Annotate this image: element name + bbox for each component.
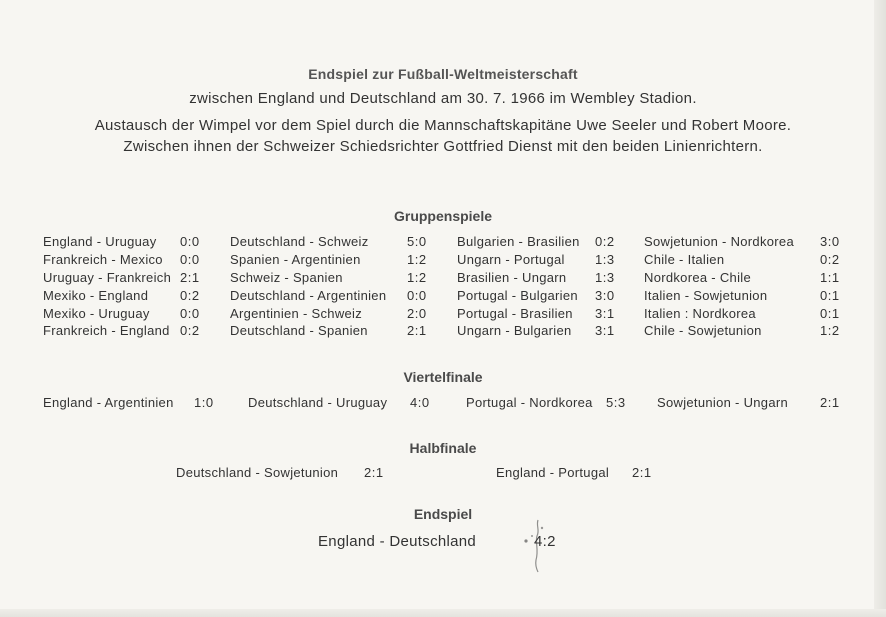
description-line-3: Zwischen ihnen der Schweizer Schiedsrichter Gottfried Dienst mit den beiden Linienrichtern. <box>123 138 763 155</box>
group-score: 3:1 <box>595 306 615 321</box>
group-match: Portugal - Brasilien <box>457 306 573 321</box>
group-match: Ungarn - Portugal <box>457 252 565 267</box>
group-match: Deutschland - Schweiz <box>230 234 369 249</box>
group-match: Ungarn - Bulgarien <box>457 323 572 338</box>
group-match: Uruguay - Frankreich <box>43 270 172 285</box>
final-heading: Endspiel <box>413 506 473 522</box>
quarterfinal-match: Portugal - Nordkorea <box>466 395 593 410</box>
semifinal-score: 2:1 <box>632 465 652 480</box>
final-score: 4:2 <box>534 533 556 550</box>
group-match: Mexiko - Uruguay <box>43 306 150 321</box>
description-line-2: Austausch der Wimpel vor dem Spiel durch die Mannschaftskapitäne Uwe Seeler und Robert Moore. <box>94 117 792 134</box>
group-match: Brasilien - Ungarn <box>457 270 567 285</box>
quarterfinal-score: 4:0 <box>410 395 430 410</box>
group-score: 0:2 <box>595 234 615 249</box>
group-match: Portugal - Bulgarien <box>457 288 578 303</box>
group-match: Spanien - Argentinien <box>230 252 361 267</box>
group-score: 0:2 <box>180 323 200 338</box>
group-match: Schweiz - Spanien <box>230 270 343 285</box>
group-match: Argentinien - Schweiz <box>230 306 363 321</box>
group-score: 0:2 <box>180 288 200 303</box>
quarterfinal-score: 1:0 <box>194 395 214 410</box>
semifinal-match: Deutschland - Sowjetunion <box>176 465 339 480</box>
group-score: 1:3 <box>595 252 615 267</box>
group-match: Deutschland - Argentinien <box>230 288 387 303</box>
group-score: 2:1 <box>180 270 200 285</box>
group-score: 0:1 <box>820 306 840 321</box>
group-score: 0:1 <box>820 288 840 303</box>
group-score: 0:0 <box>407 288 427 303</box>
ink-smudge-mark <box>520 516 550 574</box>
group-score: 1:2 <box>407 270 427 285</box>
group-stage-heading: Gruppenspiele <box>393 208 493 224</box>
group-match: Mexiko - England <box>43 288 149 303</box>
group-score: 0:2 <box>820 252 840 267</box>
quarterfinal-score: 5:3 <box>606 395 626 410</box>
semifinal-heading: Halbfinale <box>409 440 477 456</box>
group-score: 5:0 <box>407 234 427 249</box>
description-line-1: zwischen England und Deutschland am 30. 7. 1966 im Wembley Stadion. <box>189 90 697 107</box>
group-score: 1:3 <box>595 270 615 285</box>
group-match: Frankreich - Mexico <box>43 252 163 267</box>
quarterfinal-match: England - Argentinien <box>43 395 174 410</box>
group-score: 3:0 <box>595 288 615 303</box>
group-score: 0:0 <box>180 252 200 267</box>
group-score: 1:2 <box>407 252 427 267</box>
group-score: 2:0 <box>407 306 427 321</box>
group-score: 3:1 <box>595 323 615 338</box>
quarterfinal-heading: Viertelfinale <box>403 369 483 385</box>
group-match: Nordkorea - Chile <box>644 270 751 285</box>
group-score: 0:0 <box>180 234 200 249</box>
group-match: Chile - Sowjetunion <box>644 323 762 338</box>
group-match: Italien - Sowjetunion <box>644 288 768 303</box>
group-match: Deutschland - Spanien <box>230 323 368 338</box>
final-match: England - Deutschland <box>318 533 477 550</box>
group-score: 0:0 <box>180 306 200 321</box>
card-title: Endspiel zur Fußball-Weltmeisterschaft <box>308 66 578 82</box>
group-match: Bulgarien - Brasilien <box>457 234 580 249</box>
quarterfinal-match: Sowjetunion - Ungarn <box>657 395 789 410</box>
card-edge-bottom <box>0 609 886 617</box>
group-score: 3:0 <box>820 234 840 249</box>
quarterfinal-score: 2:1 <box>820 395 840 410</box>
semifinal-match: England - Portugal <box>496 465 610 480</box>
group-match: Chile - Italien <box>644 252 725 267</box>
quarterfinal-match: Deutschland - Uruguay <box>248 395 388 410</box>
group-match: Frankreich - England <box>43 323 170 338</box>
semifinal-score: 2:1 <box>364 465 384 480</box>
group-score: 2:1 <box>407 323 427 338</box>
group-score: 1:1 <box>820 270 840 285</box>
group-match: Italien : Nordkorea <box>644 306 756 321</box>
group-match: England - Uruguay <box>43 234 157 249</box>
group-match: Sowjetunion - Nordkorea <box>644 234 794 249</box>
group-score: 1:2 <box>820 323 840 338</box>
